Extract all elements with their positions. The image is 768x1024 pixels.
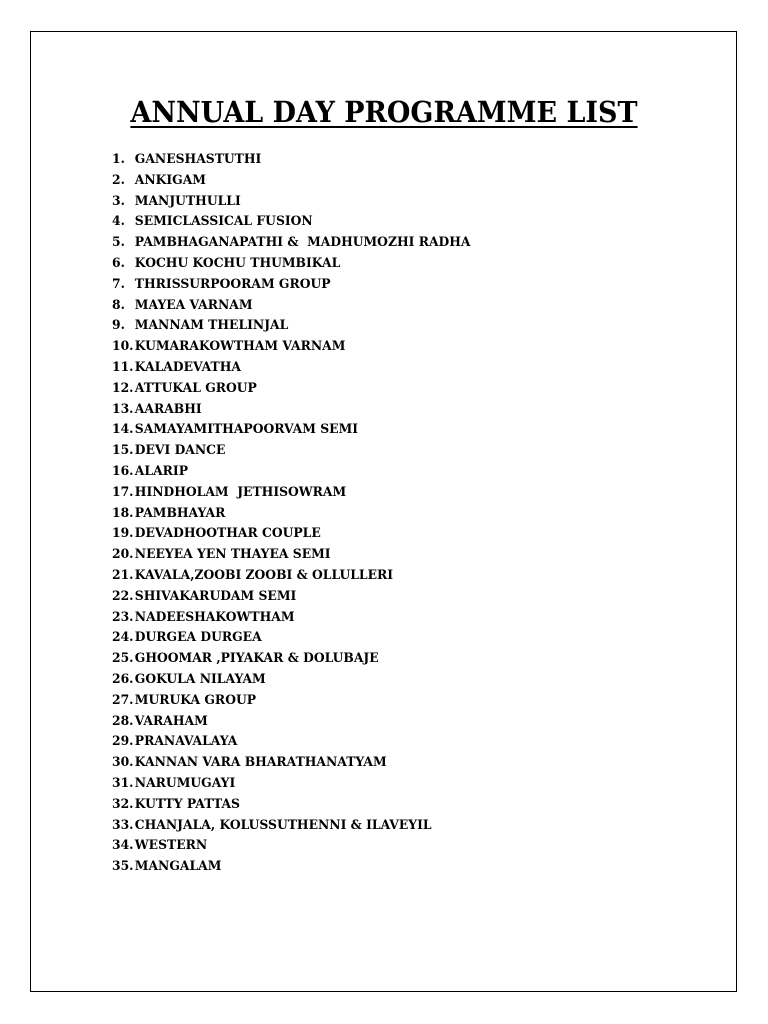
item-name: PAMBHAGANAPATHI & MADHUMOZHI RADHA <box>134 235 471 251</box>
list-item <box>112 628 471 649</box>
list-item <box>112 150 471 171</box>
item-number: 24. <box>112 630 134 646</box>
list-item <box>112 296 471 317</box>
item-name: MAYEA VARNAM <box>134 297 253 313</box>
page-title: ANNUAL DAY PROGRAMME LIST <box>130 95 638 129</box>
item-number: 13. <box>112 401 134 417</box>
item-name: SEMICLASSICAL FUSION <box>134 214 313 230</box>
list-item <box>112 691 471 712</box>
item-number: 11. <box>112 359 134 375</box>
list-item <box>112 358 471 379</box>
item-number: 8. <box>112 297 125 313</box>
list-item <box>112 483 471 504</box>
item-name: MANGALAM <box>134 859 222 875</box>
list-item <box>112 670 471 691</box>
item-name: KANNAN VARA BHARATHANATYAM <box>134 755 387 771</box>
item-name: HINDHOLAM JETHISOWRAM <box>134 484 347 500</box>
item-number: 27. <box>112 692 134 708</box>
item-name: GOKULA NILAYAM <box>134 671 266 687</box>
item-name: SHIVAKARUDAM SEMI <box>134 588 297 604</box>
item-name: ATTUKAL GROUP <box>134 380 257 396</box>
list-item <box>112 836 471 857</box>
item-name: ALARIP <box>134 463 188 479</box>
item-name: VARAHAM <box>134 713 208 729</box>
item-name: KAVALA,ZOOBI ZOOBI & OLLULLERI <box>134 567 394 583</box>
list-item <box>112 379 471 400</box>
item-number: 28. <box>112 713 134 729</box>
item-name: SAMAYAMITHAPOORVAM SEMI <box>134 422 359 438</box>
item-number: 3. <box>112 193 125 209</box>
item-name: AARABHI <box>134 401 202 417</box>
list-item <box>112 545 471 566</box>
item-number: 5. <box>112 235 125 251</box>
item-name: GANESHASTUTHI <box>134 152 262 167</box>
list-item <box>112 795 471 816</box>
list-item <box>112 462 471 483</box>
item-name: CHANJALA, KOLUSSUTHENNI & ILAVEYIL <box>134 817 432 833</box>
list-item <box>112 816 471 837</box>
item-number: 18. <box>112 505 134 521</box>
list-item <box>112 712 471 733</box>
item-number: 30. <box>112 755 134 771</box>
list-item <box>112 337 471 358</box>
item-name: NADEESHAKOWTHAM <box>134 609 295 625</box>
item-number: 10. <box>112 339 134 355</box>
item-name: MANJUTHULLI <box>134 193 241 209</box>
item-number: 1. <box>112 152 125 167</box>
list-item <box>112 566 471 587</box>
item-number: 32. <box>112 796 134 812</box>
list-item <box>112 233 471 254</box>
item-name: ANKIGAM <box>134 172 206 188</box>
item-number: 14. <box>112 422 134 438</box>
item-name: DEVI DANCE <box>134 443 226 459</box>
item-number: 26. <box>112 671 134 687</box>
item-name: KUTTY PATTAS <box>134 796 240 812</box>
item-name: DURGEA DURGEA <box>134 630 262 646</box>
list-item <box>112 254 471 275</box>
item-name: KUMARAKOWTHAM VARNAM <box>134 339 346 355</box>
list-item <box>112 774 471 795</box>
list-item <box>112 504 471 525</box>
item-name: NARUMUGAYI <box>134 775 236 791</box>
list-item <box>112 275 471 296</box>
item-number: 9. <box>112 318 125 334</box>
item-number: 33. <box>112 817 134 833</box>
item-name: KOCHU KOCHU THUMBIKAL <box>134 255 341 271</box>
item-number: 4. <box>112 214 125 230</box>
item-number: 20. <box>112 547 134 563</box>
list-item <box>112 192 471 213</box>
item-number: 19. <box>112 526 134 542</box>
list-item <box>112 753 471 774</box>
list-item <box>112 608 471 629</box>
item-number: 35. <box>112 859 134 875</box>
item-number: 16. <box>112 463 134 479</box>
item-name: PAMBHAYAR <box>134 505 226 521</box>
item-number: 21. <box>112 567 134 583</box>
item-number: 7. <box>112 276 125 292</box>
item-name: MURUKA GROUP <box>134 692 257 708</box>
list-item <box>112 420 471 441</box>
list-item <box>112 441 471 462</box>
item-number: 22. <box>112 588 134 604</box>
list-item <box>112 649 471 670</box>
list-item <box>112 732 471 753</box>
item-number: 31. <box>112 775 134 791</box>
programme-list <box>112 150 489 878</box>
item-number: 6. <box>112 255 125 271</box>
item-number: 12. <box>112 380 134 396</box>
list-item <box>112 171 471 192</box>
list-item <box>112 524 471 545</box>
item-name: MANNAM THELINJAL <box>134 318 289 334</box>
item-number: 23. <box>112 609 134 625</box>
item-name: KALADEVATHA <box>134 359 241 375</box>
list-item <box>112 857 471 878</box>
list-item <box>112 316 471 337</box>
item-number: 34. <box>112 838 134 854</box>
item-name: PRANAVALAYA <box>134 734 238 750</box>
list-item <box>112 212 471 233</box>
item-number: 17. <box>112 484 134 500</box>
item-number: 15. <box>112 443 134 459</box>
list-item <box>112 587 471 608</box>
item-number: 25. <box>112 651 134 667</box>
list-item <box>112 400 471 421</box>
item-name: NEEYEA YEN THAYEA SEMI <box>134 547 331 563</box>
item-number: 2. <box>112 172 125 188</box>
item-name: WESTERN <box>134 838 208 854</box>
item-number: 29. <box>112 734 134 750</box>
item-name: THRISSURPOORAM GROUP <box>134 276 331 292</box>
item-name: GHOOMAR ,PIYAKAR & DOLUBAJE <box>134 651 379 667</box>
item-name: DEVADHOOTHAR COUPLE <box>134 526 321 542</box>
